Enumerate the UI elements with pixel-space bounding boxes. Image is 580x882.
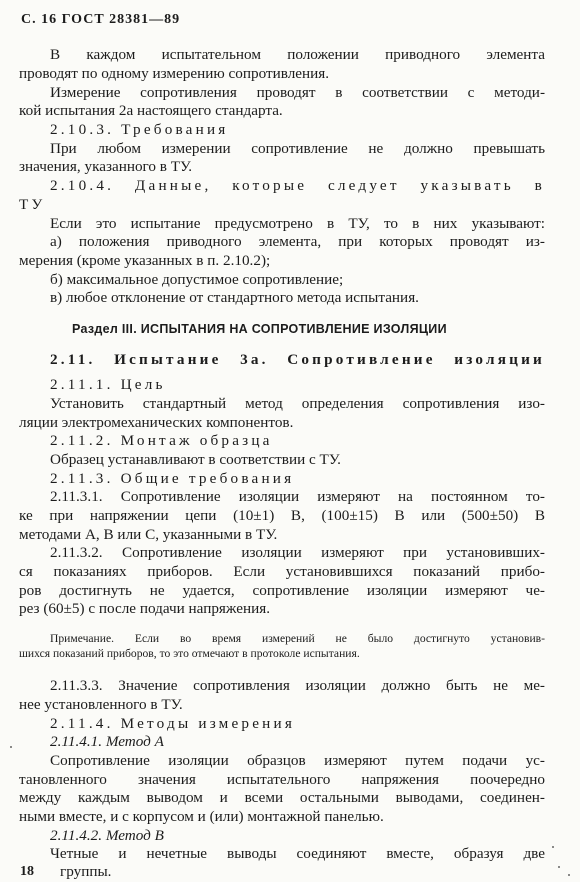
text-line: Установить стандартный метод определения сопротивления изо- bbox=[50, 395, 545, 412]
text-line: проводят по одному измерению сопротивления. bbox=[19, 65, 330, 82]
text-line: значения, указанного в ТУ. bbox=[19, 158, 193, 175]
subsection-heading: ТУ bbox=[19, 196, 46, 213]
page-number: 18 bbox=[20, 864, 34, 879]
text-line: группы. bbox=[60, 863, 112, 880]
text-line: 2.11.3.1. Сопротивление изоляции измеряют на постоянном то- bbox=[50, 488, 545, 505]
text-line: 2.11.3.3. Значение сопротивления изоляции должно быть не ме- bbox=[50, 677, 545, 694]
note-line: шихся показаний приборов, то это отмечают в протоколе испытания. bbox=[19, 647, 360, 660]
text-line: а) положения приводного элемента, при которых проводят из- bbox=[50, 233, 545, 250]
text-line: рез (60±5) с после подачи напряжения. bbox=[19, 600, 270, 617]
page-header: С. 16 ГОСТ 28381—89 bbox=[21, 12, 181, 27]
text-line: мерения (кроме указанных в п. 2.10.2); bbox=[19, 252, 271, 269]
text-line: Сопротивление изоляции образцов измеряют путем подачи ус- bbox=[50, 752, 545, 769]
scan-speck bbox=[10, 746, 12, 748]
text-line: Образец устанавливают в соответствии с ТУ. bbox=[50, 451, 341, 468]
text-line: нее установленного в ТУ. bbox=[19, 696, 183, 713]
subsection-heading: 2.11.2. Монтаж образца bbox=[50, 432, 273, 449]
text-line: ке при напряжении цепи (10±1) В, (100±15) В или (500±50) В bbox=[19, 507, 545, 524]
text-line: ляции электромеханических компонентов. bbox=[19, 414, 294, 431]
subsection-heading: 2.10.4. Данные, которые следует указывать в bbox=[50, 177, 545, 194]
scan-speck bbox=[552, 846, 554, 848]
text-line: Если это испытание предусмотрено в ТУ, то в них указывают: bbox=[50, 215, 545, 232]
subsection-heading: 2.11.4. Методы измерения bbox=[50, 715, 296, 732]
text-line: 2.11.3.2. Сопротивление изоляции измеряют при установивших- bbox=[50, 544, 545, 561]
text-line: методами А, В или С, указанными в ТУ. bbox=[19, 526, 278, 543]
subsection-heading: 2.10.3. Требования bbox=[50, 121, 229, 138]
subsection-heading: 2.11. Испытание 3а. Сопротивление изоляции bbox=[50, 351, 545, 368]
text-line: тановленного значения испытательного напряжения поочередно bbox=[19, 771, 545, 788]
text-line: Измерение сопротивления проводят в соответствии с методи- bbox=[50, 84, 545, 101]
text-line: Четные и нечетные выводы соединяют вместе, образуя две bbox=[50, 845, 545, 862]
text-line: ров достигнуть не удается, сопротивление изоляции измеряют че- bbox=[19, 582, 545, 599]
text-line: В каждом испытательном положении приводного элемента bbox=[50, 46, 545, 63]
subsection-heading: 2.11.1. Цель bbox=[50, 376, 166, 393]
scan-speck bbox=[558, 866, 560, 868]
text-line: ными вместе, и с корпусом и (или) монтажной панелью. bbox=[19, 808, 384, 825]
text-line: При любом измерении сопротивление не должно превышать bbox=[50, 140, 545, 157]
text-line: в) любое отклонение от стандартного метода испытания. bbox=[50, 289, 419, 306]
text-line: между каждым выводом и всеми остальными выводами, соединен- bbox=[19, 789, 545, 806]
text-line: кой испытания 2а настоящего стандарта. bbox=[19, 102, 283, 119]
text-line: б) максимальное допустимое сопротивление; bbox=[50, 271, 344, 288]
subsection-heading: 2.11.3. Общие требования bbox=[50, 470, 295, 487]
text-line: ся показаниях приборов. Если установившихся показаний прибо- bbox=[19, 563, 545, 580]
note-line: Примечание. Если во время измерений не было достигнуто установив- bbox=[50, 632, 545, 645]
section-title: Раздел III. ИСПЫТАНИЯ НА СОПРОТИВЛЕНИЕ ИЗОЛЯЦИИ bbox=[72, 322, 447, 336]
subsection-heading: 2.11.4.2. Метод В bbox=[50, 827, 164, 844]
scan-speck bbox=[568, 874, 570, 876]
subsection-heading: 2.11.4.1. Метод А bbox=[50, 733, 164, 750]
